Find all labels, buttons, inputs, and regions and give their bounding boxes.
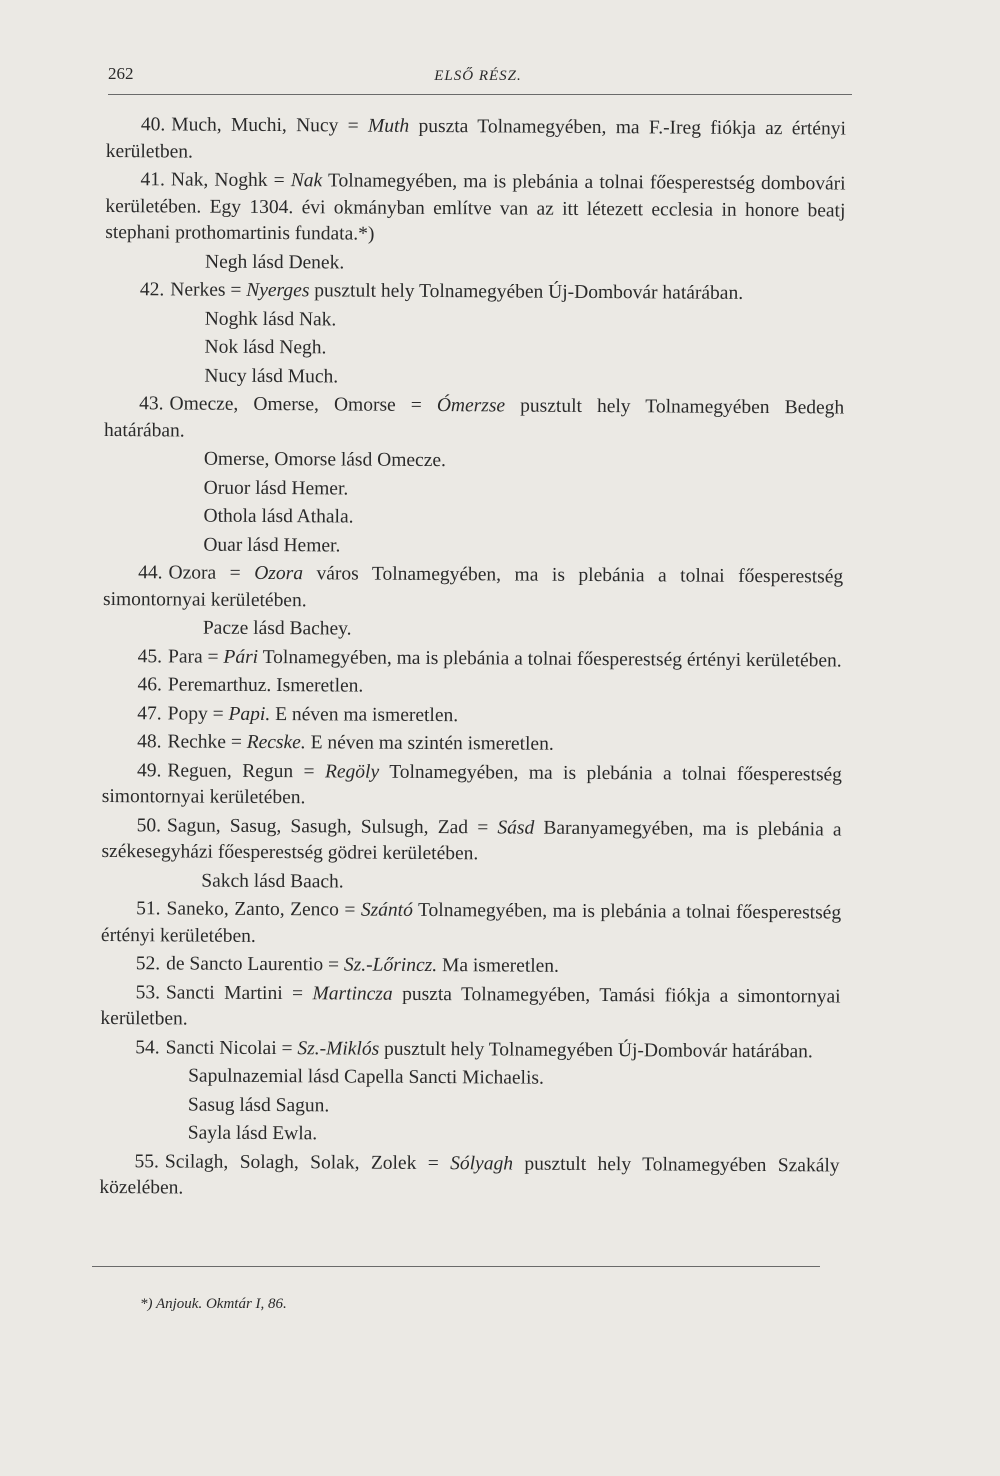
modern-name: Pári (223, 646, 259, 668)
entry-number: 48. (137, 731, 162, 753)
place-entry (103, 643, 843, 674)
cross-reference: Othola lásd Athala. (203, 505, 354, 528)
cross-reference: Noghk lásd Nak. (204, 308, 337, 330)
historical-names: Saneko, Zanto, Zenco = (166, 898, 361, 921)
modern-name: Regöly (324, 760, 380, 783)
place-entry (101, 812, 841, 870)
cross-reference: Sapulnazemial lásd Capella Sancti Michaelis. (188, 1065, 544, 1089)
place-entry (105, 277, 845, 308)
entry-number: 45. (137, 645, 163, 667)
modern-name: Recske. (246, 731, 306, 754)
entry-description: Tolnamegyében, ma is plebánia a tolnai főesperestség simontornyai kerületében. (101, 761, 843, 809)
entry-description: Tolnamegyében, ma is plebánia a tolnai főesperestség értényi kerületében. (100, 899, 842, 947)
entry-number: 41. (140, 169, 166, 191)
cross-reference: Omerse, Omorse lásd Omecze. (203, 448, 446, 472)
modern-name: Nyerges (246, 279, 310, 302)
historical-names: Sancti Nicolai = (165, 1036, 298, 1059)
place-entry (100, 1034, 840, 1065)
entry-number: 50. (136, 814, 162, 836)
modern-name: Nak (290, 170, 323, 192)
entry-description: pusztult hely Tolnamegyében Új-Dombovár határában. (379, 1038, 813, 1062)
cross-reference: Nok lásd Negh. (204, 336, 327, 359)
cross-reference: Sakch lásd Baach. (201, 870, 344, 892)
entry-description: Baranyamegyében, ma is plebánia a székesegyházi főesperestség gödrei kerületében. (101, 817, 842, 865)
modern-name: Sz.-Lőrincz. (343, 954, 438, 977)
historical-names: Reguen, Regun = (167, 759, 326, 782)
entry-number: 55. (134, 1150, 160, 1172)
modern-name: Sólyagh (450, 1152, 514, 1175)
entry-description: pusztult hely Tolnamegyében Bedegh határában. (103, 395, 845, 441)
place-entry (101, 896, 841, 954)
historical-names: Much, Muchi, Nucy = (171, 114, 369, 137)
historical-names: Nak, Noghk = (170, 169, 291, 192)
cross-reference: Oruor lásd Hemer. (203, 477, 349, 499)
running-head: ELSŐ RÉSZ. (434, 68, 522, 84)
entry-description: pusztult hely Tolnamegyében Új-Dombovár határában. (309, 280, 744, 304)
historical-names: Scilagh, Solagh, Solak, Zolek = (164, 1150, 451, 1174)
entry-description: puszta Tolnamegyében, ma F.-Ireg fiókja az értényi kerületben. (105, 115, 846, 163)
page-number: 262 (108, 64, 134, 83)
entry-number: 47. (137, 702, 162, 724)
historical-names: Sancti Martini = (165, 981, 313, 1004)
entry-description: E néven ma szintén ismeretlen. (305, 732, 554, 755)
place-entry (105, 167, 845, 251)
modern-name: Muth (367, 115, 410, 137)
modern-name: Sásd (497, 816, 535, 839)
entry-description: város Tolnamegyében, ma is plebánia a tolnai főesperestség simontornyai kerületében. (102, 563, 844, 611)
historical-names: Ozora = (168, 562, 255, 584)
place-entry (102, 729, 842, 760)
entry-number: 44. (138, 562, 163, 584)
historical-names: Sagun, Sasug, Sasugh, Sulsugh, Zad = (166, 814, 498, 838)
cross-reference: Pacze lásd Bachey. (202, 617, 352, 640)
cross-reference: Ouar lásd Hemer. (203, 534, 341, 556)
entry-number: 53. (135, 981, 161, 1003)
place-entry (106, 112, 846, 170)
entry-description: Tolnamegyében, ma is plebánia a tolnai főesperestség dombovári kerületében. Egy 1304. évi okmányban említve van az itt létezett ecclesia in honore beatj stephani prothomartinis fundata.*) (105, 170, 846, 245)
entry-number: 46. (137, 674, 162, 696)
place-entry (104, 391, 844, 449)
entry-description: Tolnamegyében, ma is plebánia a tolnai főesperestség értényi kerületében. (258, 646, 842, 672)
entry-number: 43. (139, 393, 164, 415)
modern-name: Martincza (312, 982, 393, 1005)
historical-names: Nerkes = (170, 279, 247, 301)
historical-names: Omecze, Omerse, Omorse = (169, 393, 437, 417)
place-entry (100, 979, 840, 1037)
cross-reference: Negh lásd Denek. (205, 251, 345, 273)
entry-description: Ma ismeretlen. (437, 955, 560, 977)
cross-reference: Sayla lásd Ewla. (187, 1122, 318, 1145)
entry-description: puszta Tolnamegyében, Tamási fiókja a simontornyai kerületben. (100, 983, 841, 1030)
place-entry (103, 560, 843, 618)
historical-names: Peremarthuz. Ismeretlen. (167, 674, 364, 697)
modern-name: Sz.-Miklós (297, 1037, 380, 1060)
entry-number: 42. (139, 279, 165, 301)
modern-name: Ozora (254, 562, 304, 585)
entry-description: E néven ma ismeretlen. (270, 703, 459, 726)
place-entry (101, 951, 841, 982)
entry-number: 51. (136, 898, 161, 920)
historical-names: Popy = (167, 702, 229, 725)
entry-number: 54. (135, 1036, 160, 1058)
place-entry (102, 672, 842, 703)
modern-name: Ómerzse (436, 395, 506, 417)
cross-reference: Nucy lásd Much. (204, 365, 339, 387)
footnote: *) Anjouk. Okmtár I, 86. (140, 1296, 287, 1312)
page-header (108, 58, 848, 98)
modern-name: Papi. (228, 703, 271, 725)
historical-names: Rechke = (167, 731, 247, 753)
entry-number: 40. (140, 114, 166, 136)
modern-name: Szántó (360, 899, 413, 921)
page-body (99, 112, 846, 1208)
entry-description: pusztult hely Tolnamegyében Szakály közelében. (99, 1153, 840, 1199)
cross-reference: Sasug lásd Sagun. (187, 1094, 330, 1116)
header-rule (108, 94, 852, 95)
footnote-rule (92, 1266, 820, 1267)
place-entry (102, 757, 842, 815)
entry-number: 52. (135, 953, 161, 975)
place-entry (99, 1148, 839, 1206)
place-entry (102, 700, 842, 731)
historical-names: Para = (167, 645, 224, 668)
entry-number: 49. (136, 759, 162, 781)
historical-names: de Sancto Laurentio = (166, 953, 345, 976)
